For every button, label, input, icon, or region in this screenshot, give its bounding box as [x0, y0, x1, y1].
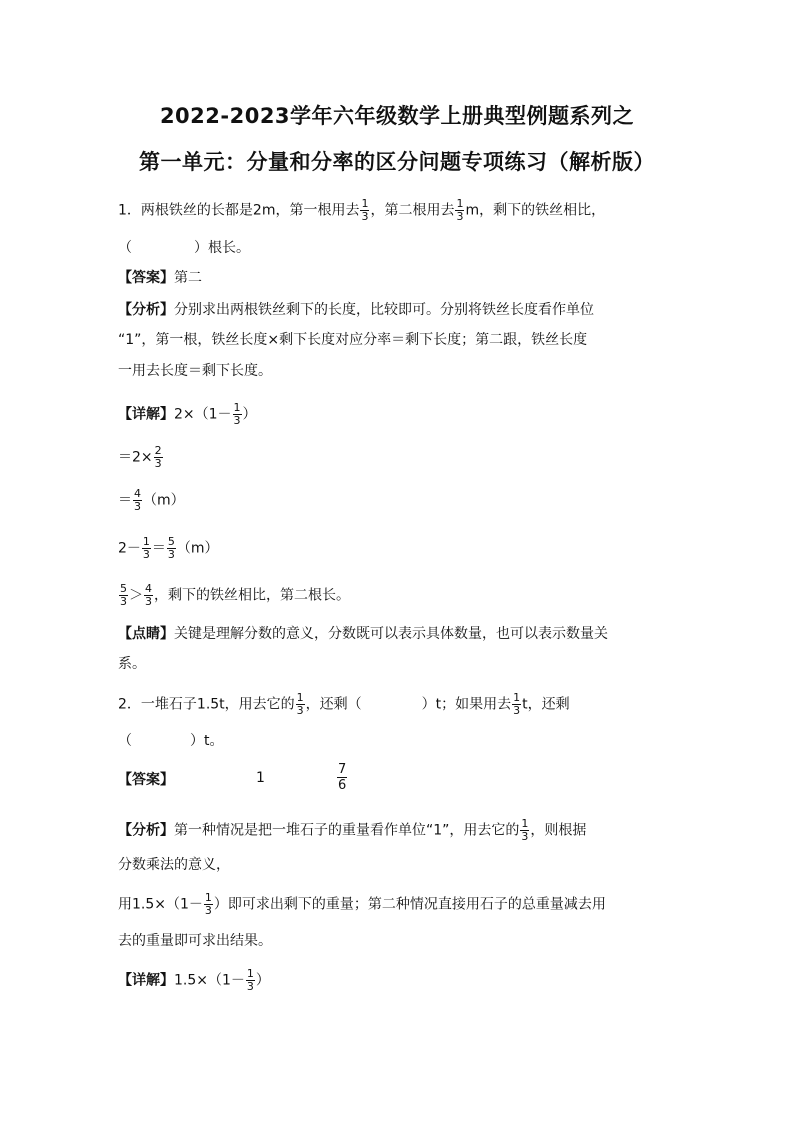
q1-stem-line2 — [118, 238, 250, 258]
q1-detail-4-fraction-2 — [167, 536, 176, 561]
numerator: 5 — [167, 535, 175, 548]
answer-tag: 【答案】 — [118, 772, 174, 788]
q1-detail-4-fraction-1 — [142, 536, 151, 561]
numerator: 1 — [296, 691, 304, 704]
denominator: 6 — [338, 778, 347, 793]
q2-stem-line2 — [118, 731, 224, 751]
document-title-line1: 2022-2023学年六年级数学上册典型例题系列之 — [159, 104, 635, 128]
q2-answer-1: 1 — [256, 770, 265, 786]
q2-stem-fraction-1 — [296, 692, 305, 717]
analysis-tag: 【分析】 — [118, 302, 174, 318]
q1-analysis-line1 — [118, 300, 594, 320]
q2-answer-2 — [336, 762, 348, 793]
q1-detail-line5 — [118, 583, 350, 608]
q1-detail-line2 — [118, 445, 164, 470]
numerator: 4 — [145, 582, 152, 595]
q2-analysis-1b: ，则根据 — [530, 822, 587, 839]
q1-stem-text-a: 1．两根铁丝的长都是2m，第一根用去 — [118, 202, 360, 219]
q1-detail-line1 — [118, 402, 257, 427]
q2-analysis-3-fraction — [204, 892, 213, 917]
q1-analysis-line2: “1”，第一根，铁丝长度×剩下长度对应分率＝剩下长度；第二跟，铁丝长度 — [118, 332, 588, 348]
denominator: 3 — [521, 830, 529, 843]
q1-stem-text-e: ）根长。 — [194, 240, 250, 256]
q1-stem-fraction-2 — [455, 198, 464, 223]
numerator: 2 — [154, 444, 162, 457]
q2-stem-text-a: 2．一堆石子1.5t，用去它的 — [118, 696, 295, 713]
q2-stem-text-b: ，还剩（ — [305, 696, 362, 713]
q2-stem-text-f: ）t。 — [190, 733, 224, 749]
denominator: 3 — [361, 210, 369, 223]
q1-detail-5b: ，剩下的铁丝相比，第二根长。 — [154, 587, 350, 604]
denominator: 3 — [167, 548, 175, 561]
q1-detail-4a: 2－ — [118, 540, 141, 557]
q1-detail-3b: （m） — [143, 492, 185, 509]
q2-analysis-line1 — [118, 818, 586, 843]
q2-stem-text-c: ）t；如果用去 — [421, 696, 512, 713]
answer-tag: 【答案】 — [118, 270, 174, 286]
denominator: 3 — [456, 210, 464, 223]
numerator: 1 — [456, 197, 464, 210]
numerator: 1 — [521, 817, 529, 830]
q2-analysis-line3 — [118, 892, 606, 917]
denominator: 3 — [246, 980, 254, 993]
document-title-line2: 第一单元：分量和分率的区分问题专项练习（解析版） — [139, 150, 655, 174]
denominator: 3 — [120, 595, 127, 608]
q1-stem-fraction-1 — [360, 198, 369, 223]
q2-stem-fraction-2 — [512, 692, 521, 717]
q1-point-text-1: 关键是理解分数的意义，分数既可以表示具体数量，也可以表示数量关 — [174, 626, 608, 642]
q2-answer-line — [118, 770, 174, 790]
q1-analysis-text-1: 分别求出两根铁丝剩下的长度，比较即可。分别将铁丝长度看作单位 — [174, 302, 594, 318]
q1-answer-line — [118, 268, 202, 288]
q1-detail-1-fraction — [233, 402, 242, 427]
q2-detail-line1 — [118, 968, 270, 993]
q2-stem-text-d: t，还剩 — [522, 696, 570, 713]
numerator: 5 — [120, 582, 127, 595]
q2-analysis-1a: 第一种情况是把一堆石子的重量看作单位“1”，用去它的 — [174, 822, 520, 839]
q1-detail-5-fraction-1 — [119, 583, 128, 608]
q1-detail-5-fraction-2 — [144, 583, 153, 608]
q1-answer: 第二 — [174, 270, 202, 286]
q1-detail-4c: （m） — [176, 540, 219, 557]
numerator: 1 — [361, 197, 369, 210]
q1-detail-2-fraction — [154, 445, 163, 470]
q1-detail-3-fraction — [133, 488, 142, 513]
q2-answer-2-fraction — [337, 762, 347, 793]
q1-detail-5a: ＞ — [129, 587, 143, 604]
numerator: 7 — [338, 762, 347, 777]
numerator: 4 — [134, 487, 141, 500]
q1-stem-text-c: m，剩下的铁丝相比， — [465, 202, 606, 219]
denominator: 3 — [233, 414, 241, 427]
point-tag: 【点睛】 — [118, 626, 174, 642]
q1-detail-2a: ＝2× — [118, 449, 153, 466]
q2-blank-open: （ — [118, 733, 132, 749]
denominator: 3 — [134, 500, 141, 513]
analysis-tag: 【分析】 — [118, 822, 174, 839]
denominator: 3 — [296, 704, 304, 717]
q2-analysis-3a: 用1.5×（1－ — [118, 896, 203, 913]
q2-analysis-line2: 分数乘法的意义， — [118, 857, 230, 873]
q2-detail-1a: 1.5×（1－ — [174, 972, 245, 989]
detail-tag: 【详解】 — [118, 972, 174, 989]
q1-blank-open: （ — [118, 240, 132, 256]
q1-point-line2: 系。 — [118, 656, 146, 672]
q2-analysis-1-fraction — [520, 818, 529, 843]
q1-stem-line1 — [118, 198, 605, 223]
q2-analysis-3b: ）即可求出剩下的重量；第二种情况直接用石子的总重量减去用 — [213, 896, 606, 913]
numerator: 1 — [246, 967, 254, 980]
denominator: 3 — [204, 904, 212, 917]
numerator: 1 — [513, 691, 521, 704]
detail-tag: 【详解】 — [118, 406, 174, 423]
q1-detail-line3 — [118, 488, 185, 513]
numerator: 1 — [142, 535, 150, 548]
q1-detail-3a: ＝ — [118, 492, 132, 509]
numerator: 1 — [204, 891, 212, 904]
q1-point-line1 — [118, 624, 608, 644]
denominator: 3 — [145, 595, 152, 608]
q1-stem-text-b: ，第二根用去 — [370, 202, 455, 219]
denominator: 3 — [513, 704, 521, 717]
denominator: 3 — [142, 548, 150, 561]
q2-detail-1-fraction — [246, 968, 255, 993]
q2-analysis-line4: 去的重量即可求出结果。 — [118, 933, 272, 949]
q1-analysis-line3: 一用去长度＝剩下长度。 — [118, 363, 272, 379]
denominator: 3 — [154, 457, 162, 470]
q1-detail-4b: ＝ — [151, 540, 166, 557]
q2-stem-line1 — [118, 692, 570, 717]
numerator: 1 — [233, 401, 241, 414]
q1-detail-line4 — [118, 536, 219, 561]
q2-detail-1b: ） — [255, 972, 270, 989]
q1-detail-1a: 2×（1－ — [174, 406, 232, 423]
q1-detail-1b: ） — [242, 406, 257, 423]
